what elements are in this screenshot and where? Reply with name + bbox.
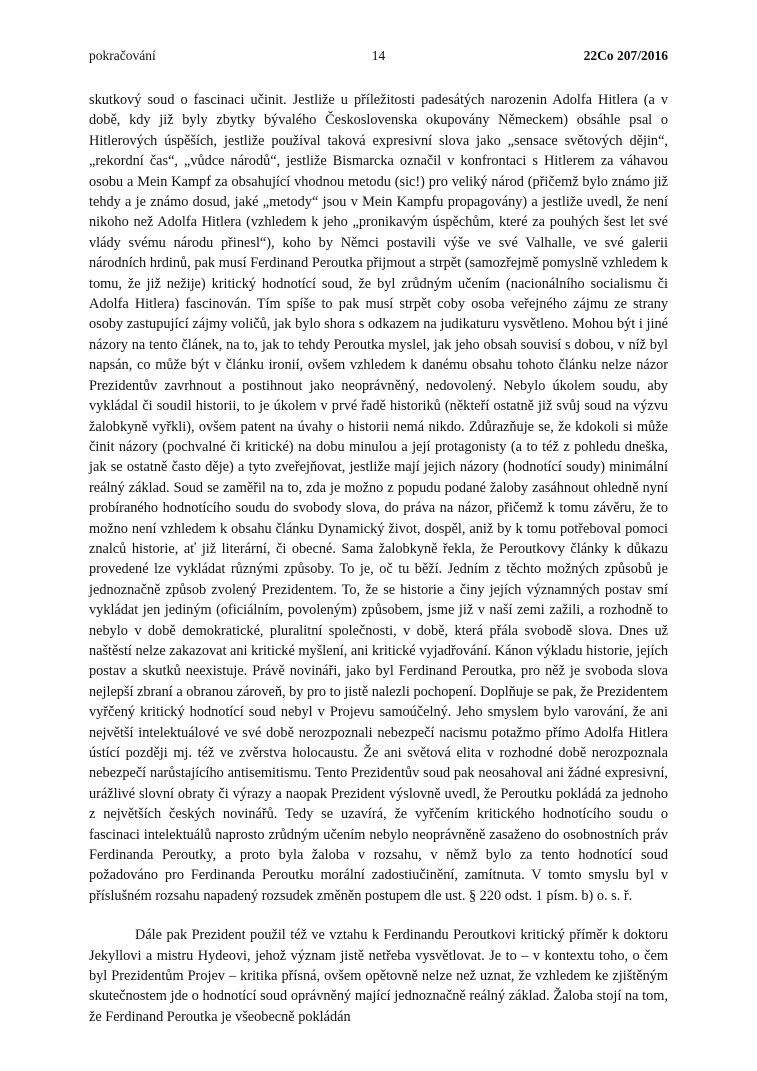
- page-number: 14: [371, 48, 386, 63]
- case-number: 22Co 207/2016: [583, 48, 668, 63]
- page-header: [89, 47, 668, 65]
- document-body: [89, 90, 668, 1027]
- paragraph: Dále pak Prezident použil též ve vztahu k Ferdinandu Peroutkovi kritický příměr k doktoru Jekyllovi a mistru Hydeovi, jehož význam jistě netřeba vysvětlovat. Je to – v kontextu toho, o čem byl Prezidentům Projev – kritika přísná, ovšem opětovně nelze než uznat, že vzhledem ke zjištěným skutečnostem jde o hodnotící soud oprávněný mající jednoznačně reálný základ. Žaloba stojí na tom, že Ferdinand Peroutka je všeobecně pokládán: [89, 927, 668, 1025]
- paragraph: skutkový soud o fascinaci učinit. Jestliže u příležitosti padesátých narozenin Adolfa Hitlera (a v době, kdy již byly zbytky bývalého Československa okupovány Německem) obsáhle psal o Hitlerových úspěších, jestliže používal taková expresivní slova jako „sensace světových dějin“, „rekordní čas“, „vůdce národů“, jestliže Bismarcka označil v konfrontaci s Hitlerem za váhavou osobu a Mein Kampf za obsahující vhodnou metodu (sic!) pro veliký národ (přičemž bylo známo již tehdy a je známo dosud, jaké „metody“ jsou v Mein Kampfu propagovány) a jestliže uvedl, že není nikoho než Adolfa Hitlera (vzhledem k jeho „pronikavým úspěchům, které za pouhých šest let své vlády svému národu přinesl“), koho by Němci postavili výše ve své Valhalle, ve své galerii národních hrdinů, pak musí Ferdinand Peroutka přijmout a strpět (samozřejmě pomyslně vzhledem k tomu, že již nežije) kritický hodnotící soud, že byl zrůdným učením (nacionálního socialismu či Adolfa Hitlera) fascinován. Tím spíše to pak musí strpět coby osoba veřejného zájmu ze strany osoby zastupující zájmy voličů, jak bylo shora s odkazem na judikaturu vysvětleno. Mohou být i jiné názory na tento článek, na to, jak to tehdy Peroutka myslel, jak jeho obsah souvisí s dobou, v níž byl napsán, co může být v článku ironií, ovšem vzhledem k danému obsahu tohoto článku nelze názor Prezidentův zavrhnout a postihnout jako neoprávněný, nedovolený. Nebylo úkolem soudu, aby vykládal či soudil historii, to je úkolem v prvé řadě historiků (někteří ostatně již svůj soud na výzvu žalobkyně vyřkli), ovšem patent na úvahy o historii nemá nikdo. Zdůrazňuje se, že kdokoli si může činit názory (pochvalné či kritické) na dobu minulou a její protagonisty (a to též z pohledu dneška, jak se ostatně často děje) a tyto zveřejňovat, jestliže mají jejich názory (hodnotící soudy) minimální reálný základ. Soud se zaměřil na to, zda je možno z popudu podané žaloby zasáhnout ohledně nyní probíraného hodnotícího soudu do svobody slova, do práva na názor, přičemž k tomu závěru, že to možno není vzhledem k obsahu článku Dynamický život, dospěl, aniž by k tomu potřeboval pomoci znalců historie, ať již literární, či obecné. Sama žalobkyně řekla, že Peroutkovy články k důkazu provedené lze vykládat různými způsoby. To je, oč tu běží. Jedním z těchto možných způsobů je jednoznačně způsob zvolený Prezidentem. To, že se historie a činy jejích významných postav smí vykládat jen jediným (oficiálním, povoleným) způsobem, jsme již v naší zemi zažili, a rozhodně to nebylo v době demokratické, pluralitní společnosti, v době, která přála svobodě slova. Dnes už naštěstí nelze zakazovat ani kritické myšlení, ani kritické vyjadřování. Kánon výkladu historie, jejích postav a skutků neexistuje. Právě novináři, jako byl Ferdinand Peroutka, pro něž je svoboda slova nejlepší zbraní a obranou zároveň, by pro to jistě nalezli pochopení. Doplňuje se pak, že Prezidentem vyřčený kritický hodnotící soud nebyl v Projevu samoúčelný. Jeho smyslem bylo varování, že ani největší intelektuálové ve své době nerozpoznali nebezpečí nacismu potažmo přímo Adolfa Hitlera ústící později mj. též ve zvěrstva holocaustu. Že ani světová elita v rozhodné době nerozpoznala nebezpečí narůstajícího antisemitismu. Tento Prezidentův soud pak neosahoval ani žádné expresivní, urážlivé slovní obraty či výrazy a naopak Prezident výslovně uvedl, že Peroutku pokládá za jednoho z největších českých novinářů. Tedy se uzavírá, že vyřčením kritického hodnotícího soudu o fascinaci intelektuálů naprosto zrůdným učením nebylo neoprávněně zasaženo do osobnostních práv Ferdinanda Peroutky, a proto byla žaloba v rozsahu, v němž bylo za tento hodnotící soud požadováno pro Ferdinanda Peroutku morální zadostiučinění, zamítnuta. V tomto smyslu byl v příslušném rozsahu napadený rozsudek změněn postupem dle ust. § 220 odst. 1 písm. b) o. s. ř.: [89, 92, 668, 904]
- continuation-label: pokračování: [89, 48, 156, 63]
